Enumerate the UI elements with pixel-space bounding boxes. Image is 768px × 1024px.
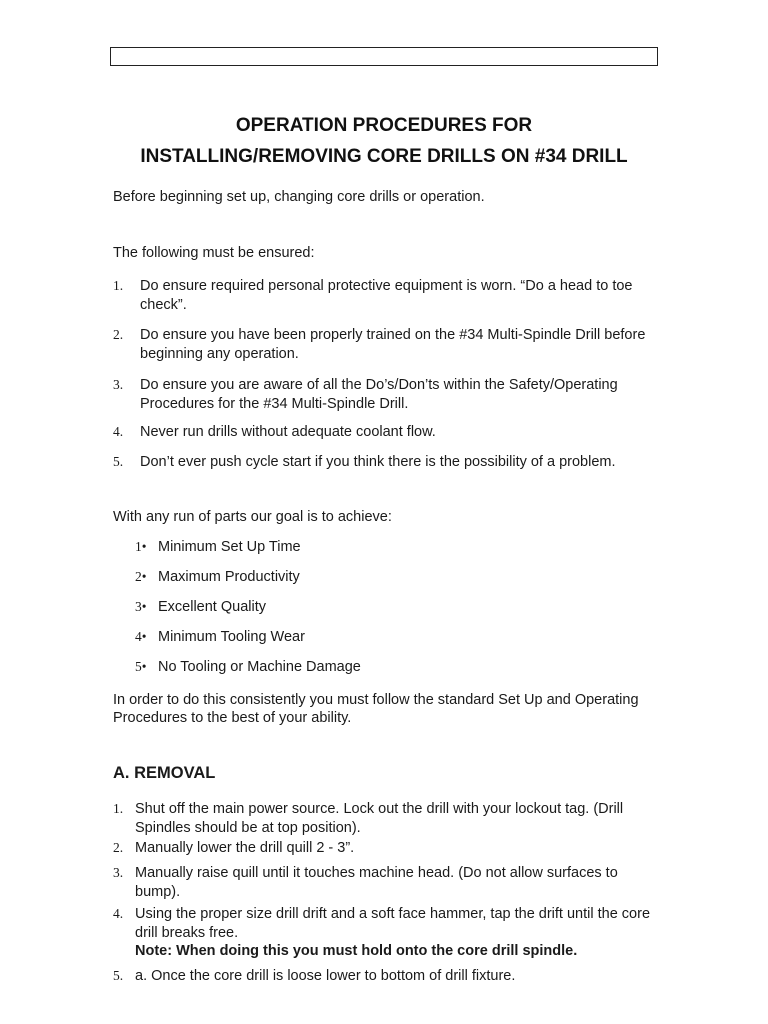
- list-text: Never run drills without adequate coolant flow.: [140, 424, 436, 440]
- list-number: 4.: [113, 424, 124, 439]
- goal-text: No Tooling or Machine Damage: [158, 659, 361, 675]
- list-number: 2.: [113, 840, 124, 855]
- goal-item-2: [135, 568, 300, 586]
- list-text: Don’t ever push cycle start if you think there is the possibility of a problem.: [140, 454, 616, 470]
- goal-item-5: [135, 658, 361, 676]
- list-number: 3.: [113, 865, 124, 880]
- header-box: [110, 47, 658, 66]
- list-text: Shut off the main power source. Lock out the drill with your lockout tag. (Drill Spindles should be at top position).: [135, 801, 624, 836]
- goal-text: Minimum Tooling Wear: [158, 629, 305, 645]
- list-text: Do ensure you have been properly trained on the #34 Multi-Spindle Drill before beginning any operation.: [140, 327, 646, 362]
- list-number: 2.: [113, 327, 124, 342]
- list-text: a. Once the core drill is loose lower to bottom of drill fixture.: [135, 968, 516, 984]
- list-text: Do ensure you are aware of all the Do’s/Don’ts within the Safety/Operating Procedures for the #34 Multi-Spindle Drill.: [140, 377, 618, 412]
- goal-bullet: 3•: [135, 599, 147, 614]
- list-number: 5.: [113, 968, 124, 983]
- list-number: 1.: [113, 801, 124, 816]
- goal-bullet: 1•: [135, 539, 147, 554]
- goal-item-4: [135, 628, 305, 646]
- page-title-line2: INSTALLING/REMOVING CORE DRILLS ON #34 DRILL: [140, 146, 628, 167]
- list-text: Manually lower the drill quill 2 - 3”.: [135, 840, 355, 856]
- goal-text: Maximum Productivity: [158, 569, 300, 585]
- page-title-line1: OPERATION PROCEDURES FOR: [235, 115, 533, 136]
- list-number: 1.: [113, 278, 124, 293]
- section-a-heading: A. REMOVAL: [113, 764, 216, 782]
- list-text-body: Using the proper size drill drift and a soft face hammer, tap the drift until the core drill breaks free.: [135, 906, 651, 941]
- list-text: [135, 905, 660, 961]
- goal-text: Excellent Quality: [158, 599, 266, 615]
- warning-note: Note: When doing this you must hold onto the core drill spindle.: [135, 943, 578, 959]
- goal-item-1: [135, 538, 301, 556]
- intro-text: Before beginning set up, changing core drills or operation.: [113, 189, 485, 205]
- list-number: 3.: [113, 377, 124, 392]
- consistency-text: In order to do this consistently you must follow the standard Set Up and Operating Procedures to the best of your ability.: [113, 692, 639, 726]
- list-text: Do ensure required personal protective equipment is worn. “Do a head to toe check”.: [140, 278, 633, 313]
- goal-text: Minimum Set Up Time: [158, 539, 301, 555]
- goal-bullet: 5•: [135, 659, 147, 674]
- list-number: 5.: [113, 454, 124, 469]
- goal-item-3: [135, 598, 266, 616]
- list-text: Manually raise quill until it touches machine head. (Do not allow surfaces to bump).: [135, 865, 618, 900]
- goal-heading: With any run of parts our goal is to achieve:: [113, 509, 392, 525]
- ensure-heading: The following must be ensured:: [113, 245, 315, 261]
- goal-bullet: 4•: [135, 629, 147, 644]
- goal-bullet: 2•: [135, 569, 147, 584]
- list-number: 4.: [113, 906, 124, 921]
